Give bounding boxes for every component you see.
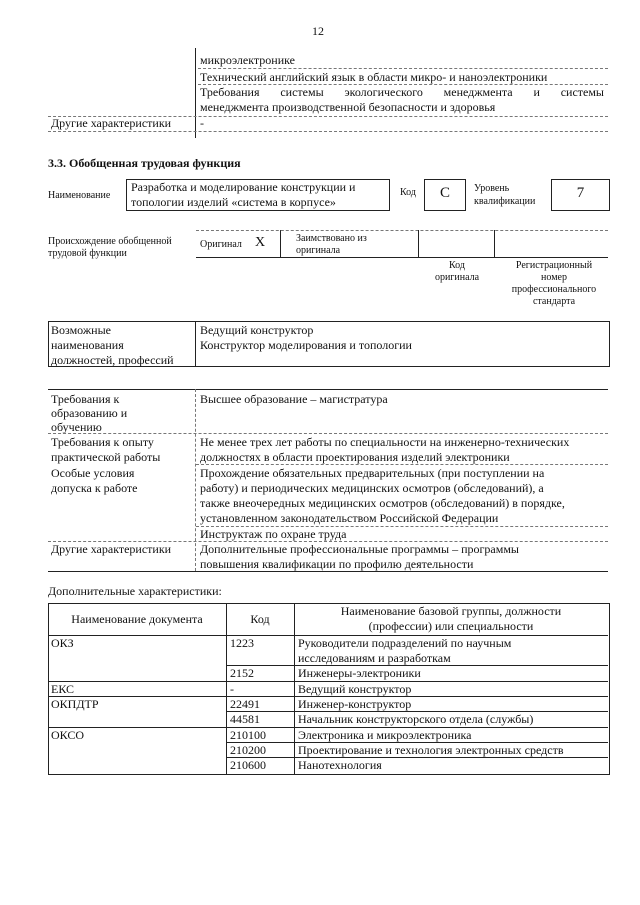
cond-value-line-1: Прохождение обязательных предварительных (при поступлении на <box>200 466 545 480</box>
positions-label-line-2: наименования <box>51 338 124 352</box>
row-1-doc: ОКЗ <box>51 636 74 650</box>
row-1-code: 1223 <box>230 636 254 650</box>
reg-number-line-1: Регистрационный <box>515 260 593 271</box>
requirements-top-line <box>48 389 608 390</box>
positions-label-line-3: должностей, профессий <box>51 353 174 367</box>
positions-label-line-1: Возможные <box>51 323 111 337</box>
edu-label-line-1: Требования к <box>51 392 120 406</box>
row-7-bottom-line <box>226 757 608 758</box>
row-3-doc: ЕКС <box>51 682 75 696</box>
origin-bottom-line <box>196 257 608 258</box>
top-line-2: Технический английский язык в области микро- и наноэлектроники <box>200 70 548 84</box>
exp-label-line-1: Требования к опыту <box>51 435 154 449</box>
original-label: Оригинал <box>200 239 242 250</box>
req-other-value-line-1: Дополнительные профессиональные программы – программы <box>200 542 519 556</box>
requirements-divider <box>195 389 196 571</box>
origin-top-line <box>196 230 608 231</box>
row-3-code: - <box>230 682 234 696</box>
cond-value-line-5: Инструктаж по охране труда <box>200 527 347 541</box>
positions-value-line-1: Ведущий конструктор <box>200 323 314 337</box>
top-other-label: Другие характеристики <box>51 116 172 130</box>
row-4-name: Инженер-конструктор <box>298 697 412 711</box>
col-header-code: Код <box>250 612 270 626</box>
borrowed-line-1: Заимствовано из <box>296 233 367 244</box>
exp-value-line-1: Не менее трех лет работы по специальности на инженерно-технических <box>200 435 570 449</box>
top-line-4: менеджмента производственной безопасности и здоровья <box>200 100 496 114</box>
page-number: 12 <box>312 24 324 38</box>
cond-label-line-1: Особые условия <box>51 466 135 480</box>
name-label: Наименование <box>48 190 111 201</box>
cond-value-line-2: работу) и периодических медицинских осмотров (обследований), а <box>200 481 544 495</box>
cond-value-line-3: также внеочередных медицинских осмотров (обследований) в порядке, <box>200 496 565 510</box>
row-1-name-line-2: исследованиям и разработкам <box>298 651 451 665</box>
edu-dash <box>48 433 608 434</box>
col-header-name-line-1: Наименование базовой группы, должности <box>340 604 562 618</box>
row-7-name: Проектирование и технология электронных средств <box>298 743 564 757</box>
top-line-3: Требования системы экологического менеджмента и системы <box>200 85 604 99</box>
row-1-name-line-1: Руководители подразделений по научным <box>298 636 512 650</box>
cond-label-line-2: допуска к работе <box>51 481 138 495</box>
origin-label-line-1: Происхождение обобщенной <box>48 236 172 247</box>
top-block-divider <box>195 48 196 138</box>
section-title: 3.3. Обобщенная трудовая функция <box>48 156 241 170</box>
exp-dash <box>196 464 608 465</box>
code-label: Код <box>400 187 416 198</box>
reg-number-line-4: стандарта <box>532 296 576 307</box>
col-header-name-line-2: (профессии) или специальности <box>368 619 534 633</box>
top-dash-4 <box>48 131 608 132</box>
origin-divider-2 <box>418 230 419 258</box>
col-header-document: Наименование документа <box>71 612 203 626</box>
edu-value: Высшее образование – магистратура <box>200 392 388 406</box>
top-line-1: микроэлектронике <box>200 53 296 67</box>
level-label-line-2: квалификации <box>474 196 536 207</box>
row-2-name: Инженеры-электроники <box>298 666 421 680</box>
positions-value-line-2: Конструктор моделирования и топологии <box>200 338 412 352</box>
cond-value-line-4: установленном законодательством Российской Федерации <box>200 511 499 525</box>
req-other-label: Другие характеристики <box>51 542 172 556</box>
edu-label-line-3: обучению <box>51 420 102 434</box>
code-value: С <box>439 185 450 201</box>
exp-label-line-2: практической работы <box>51 450 161 464</box>
row-8-code: 210600 <box>230 758 266 772</box>
row-5-code: 44581 <box>230 712 260 726</box>
positions-divider <box>195 321 196 367</box>
top-dash-1 <box>198 68 608 69</box>
row-3-name: Ведущий конструктор <box>298 682 412 696</box>
code-original-line-2: оригинала <box>434 272 480 283</box>
origin-divider-1 <box>280 230 281 258</box>
additional-title: Дополнительные характеристики: <box>48 584 222 598</box>
level-value: 7 <box>576 185 585 201</box>
table-col-divider-1 <box>226 603 227 775</box>
row-6-code: 210100 <box>230 728 266 742</box>
row-8-name: Нанотехнология <box>298 758 382 772</box>
code-original-line-1: Код <box>449 260 465 271</box>
row-4-code: 22491 <box>230 697 260 711</box>
origin-divider-3 <box>494 230 495 258</box>
origin-label-line-2: трудовой функции <box>48 248 127 259</box>
level-label-line-1: Уровень <box>474 183 510 194</box>
exp-value-line-2: должностях в области проектирования изделий электроники <box>200 450 510 464</box>
req-other-value-line-2: повышения квалификации по профилю деятельности <box>200 557 474 571</box>
reg-number-line-3: профессионального <box>511 284 597 295</box>
name-value-line-1: Разработка и моделирование конструкции и <box>131 180 356 194</box>
borrowed-line-2: оригинала <box>296 245 341 256</box>
name-value-line-2: топологии изделий «система в корпусе» <box>131 195 336 209</box>
row-2-code: 2152 <box>230 666 254 680</box>
requirements-bottom-line <box>48 571 608 572</box>
row-7-code: 210200 <box>230 743 266 757</box>
row-6-name: Электроника и микроэлектроника <box>298 728 472 742</box>
reg-number-line-2: номер <box>541 272 567 283</box>
row-5-name: Начальник конструкторского отдела (службы) <box>298 712 534 726</box>
row-4-doc: ОКПДТР <box>51 697 99 711</box>
edu-label-line-2: образованию и <box>51 406 128 420</box>
row-6-doc: ОКСО <box>51 728 85 742</box>
original-mark: Х <box>255 235 266 250</box>
top-other-value: - <box>200 116 204 130</box>
